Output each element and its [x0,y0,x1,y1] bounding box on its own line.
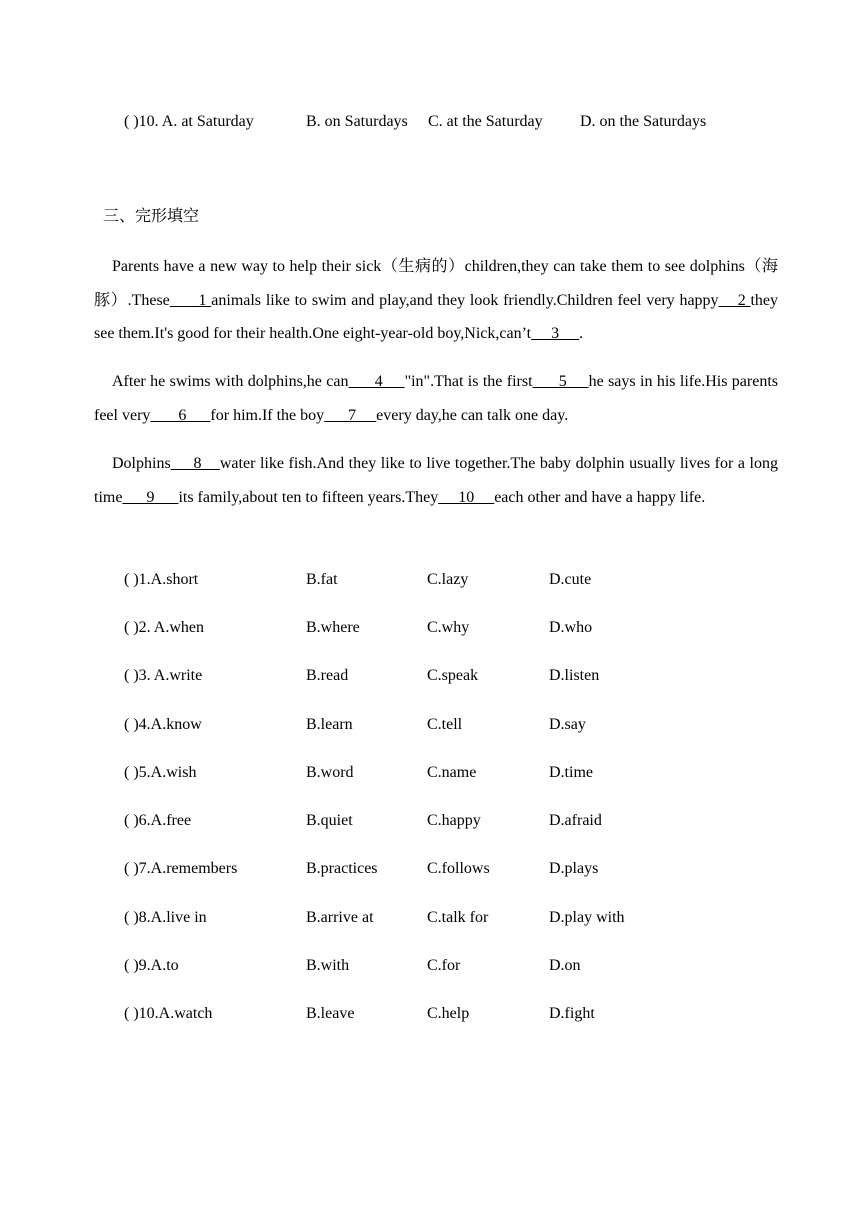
text: Parents have a new way to help their sick（生病的）children,they can take them to see dolphins（海豚）.These [94,258,778,309]
question-number: ( )4.A.know [124,716,202,733]
blank-2: 2 [718,291,751,309]
section-title: 三、完形填空 [103,208,200,225]
blank-1: 1 [169,291,212,309]
text: every day,he can talk one day. [376,406,569,424]
option-b: B.read [306,667,349,684]
option-c: C.for [427,957,461,974]
option-d: D.time [549,764,593,781]
option-c: C.speak [427,667,479,684]
option-c: C.happy [427,812,481,829]
question-number: ( )9.A.to [124,957,179,974]
option-d: D.cute [549,571,592,588]
blank-10: 10 [438,488,495,506]
option-d: D.who [549,619,593,636]
option-d: D.listen [549,667,600,684]
question-number: ( )6.A.free [124,812,192,829]
option-b: B.learn [306,716,353,733]
option-d: D.play with [549,909,625,926]
option-c: C. at the Saturday [428,113,543,130]
option-d: D.afraid [549,812,602,829]
question-number: ( )10. A. at Saturday [124,113,254,130]
passage-paragraph-2 [94,365,778,432]
option-b: B.leave [306,1005,355,1022]
text: each other and have a happy life. [494,488,706,506]
option-d: D. on the Saturdays [580,113,707,130]
option-c: C.why [427,619,470,636]
option-b: B.word [306,764,354,781]
option-b: B.arrive at [306,909,374,926]
text: water like fish.And they like to live together.The baby dolphin usually lives for a long time [94,455,779,506]
text: animals like to swim and play,and they look friendly.Children feel very happy [211,291,719,309]
text: . [579,325,584,342]
question-number: ( )1.A.short [124,571,199,588]
option-d: D.on [549,957,581,974]
text: After he swims with dolphins,he can [112,373,349,390]
option-b: B. on Saturdays [306,113,408,130]
text: they see them.It's good for their health.One eight-year-old boy,Nick,can’t [94,291,779,342]
text: Dolphins [112,455,171,472]
blank-6: 6 [150,406,211,424]
option-b: B.where [306,619,360,636]
passage-paragraph-3 [94,447,778,514]
option-c: C.follows [427,860,490,877]
blank-9: 9 [122,488,179,506]
question-number: ( )10.A.watch [124,1005,213,1022]
option-d: D.say [549,716,586,733]
option-c: C.help [427,1005,470,1022]
blank-3: 3 [531,325,580,342]
text: its family,about ten to fifteen years.They [178,488,439,506]
question-number: ( )3. A.write [124,667,203,684]
question-number: ( )2. A.when [124,619,204,636]
passage-paragraph-1 [94,250,778,351]
blank-4: 4 [348,373,405,390]
option-c: C.talk for [427,909,489,926]
option-c: C.tell [427,716,463,733]
option-c: C.lazy [427,571,469,588]
question-number: ( )5.A.wish [124,764,197,781]
text: he says in his life.His parents feel very [94,373,778,424]
option-d: D.fight [549,1005,595,1022]
blank-7: 7 [324,406,377,424]
option-b: B.quiet [306,812,353,829]
option-c: C.name [427,764,477,781]
option-d: D.plays [549,860,599,877]
option-b: B.practices [306,860,378,877]
text: for him.If the boy [210,406,325,424]
blank-8: 8 [170,455,220,472]
blank-5: 5 [532,373,589,390]
question-number: ( )8.A.live in [124,909,207,926]
option-b: B.with [306,957,350,974]
question-number: ( )7.A.remembers [124,860,238,877]
option-b: B.fat [306,571,338,588]
text: "in".That is the first [404,373,533,390]
